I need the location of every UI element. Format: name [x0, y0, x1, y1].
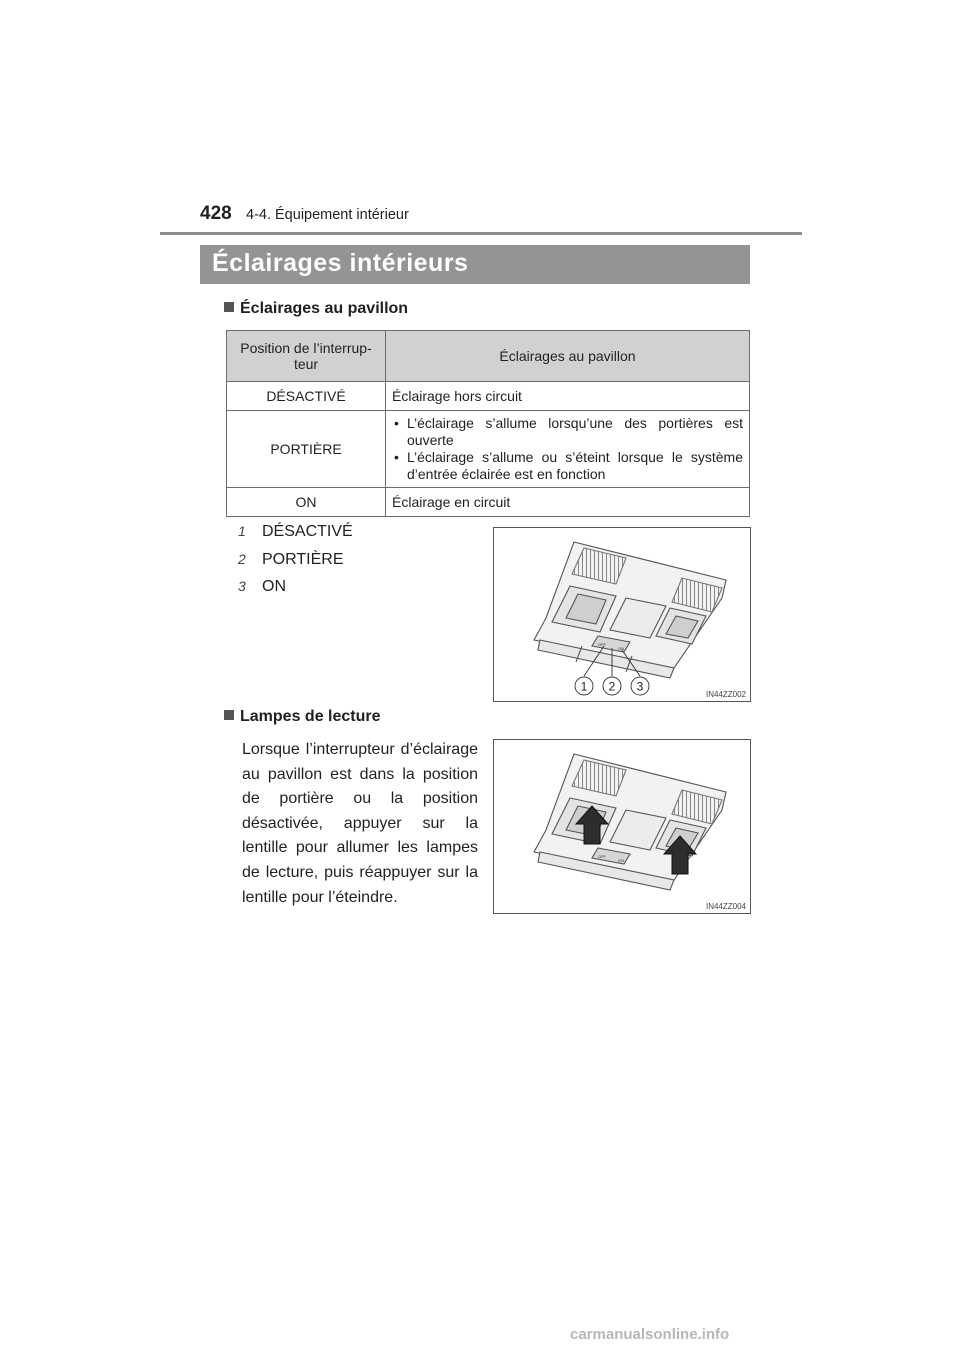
- callout-2: 2: [608, 679, 616, 694]
- table-row: [227, 411, 750, 488]
- page-title: Éclairages intérieurs: [212, 249, 469, 277]
- switch-label-on: ON: [618, 646, 624, 651]
- roof-console-illustration: [493, 527, 751, 702]
- legend-number: 2: [238, 551, 246, 567]
- legend-label: PORTIÈRE: [262, 551, 344, 568]
- table-row: [227, 488, 750, 517]
- list-item: • L’éclairage s’allume ou s’éteint lorsque le système d’entrée éclairée est en fonction: [392, 449, 743, 483]
- square-bullet-icon: [224, 302, 234, 312]
- bullet-list: [392, 415, 743, 483]
- figure-code: IN44ZZ004: [705, 902, 746, 911]
- table-cell-position: PORTIÈRE: [227, 411, 386, 488]
- list-item: • L’éclairage s’allume lorsqu’une des portières est ouverte: [392, 415, 743, 449]
- section-heading-reading-lamps: Lampes de lecture: [224, 708, 381, 726]
- switch-label-on: ON: [618, 858, 624, 863]
- switch-label-off: OFF: [598, 642, 606, 647]
- title-bar: [200, 245, 750, 284]
- legend-item: [238, 551, 344, 569]
- legend-number: 3: [238, 578, 246, 594]
- section-path: 4-4. Équipement intérieur: [246, 207, 409, 223]
- table-header-cell: Position de l’interrup-teur: [227, 331, 386, 382]
- callout-3: 3: [636, 679, 644, 694]
- legend-label: ON: [262, 578, 286, 595]
- table-cell-description: [386, 411, 750, 488]
- page-number: 428: [200, 203, 232, 224]
- table-header-cell: Éclairages au pavillon: [386, 331, 750, 382]
- reading-lamps-drawing: [494, 740, 750, 913]
- legend-number: 1: [238, 523, 246, 539]
- reading-lamps-illustration: [493, 739, 751, 914]
- legend-item: [238, 578, 286, 596]
- square-bullet-icon: [224, 710, 234, 720]
- figure-code: IN44ZZ002: [705, 690, 746, 699]
- table-cell-description: Éclairage hors circuit: [386, 382, 750, 411]
- table-header-row: [227, 331, 750, 382]
- table-row: [227, 382, 750, 411]
- header-rule: [160, 232, 802, 235]
- roof-console-drawing: [494, 528, 750, 701]
- section-heading-roof-lights: Éclairages au pavillon: [224, 300, 408, 318]
- watermark: carmanualsonline.info: [570, 1326, 730, 1343]
- legend-item: [238, 523, 353, 541]
- legend-label: DÉSACTIVÉ: [262, 523, 353, 540]
- switch-position-table: [226, 330, 750, 517]
- table-cell-position: ON: [227, 488, 386, 517]
- reading-lamps-paragraph: Lorsque l’interrupteur d’éclairage au pavillon est dans la position de portière ou la position désactivée, appuyer sur la lentille pour allumer les lampes de lecture, puis réappuyer sur la lentille pour l’éteindre.: [242, 741, 478, 906]
- table-cell-position: DÉSACTIVÉ: [227, 382, 386, 411]
- callout-1: 1: [580, 679, 588, 694]
- switch-label-off: OFF: [598, 854, 606, 859]
- table-cell-description: Éclairage en circuit: [386, 488, 750, 517]
